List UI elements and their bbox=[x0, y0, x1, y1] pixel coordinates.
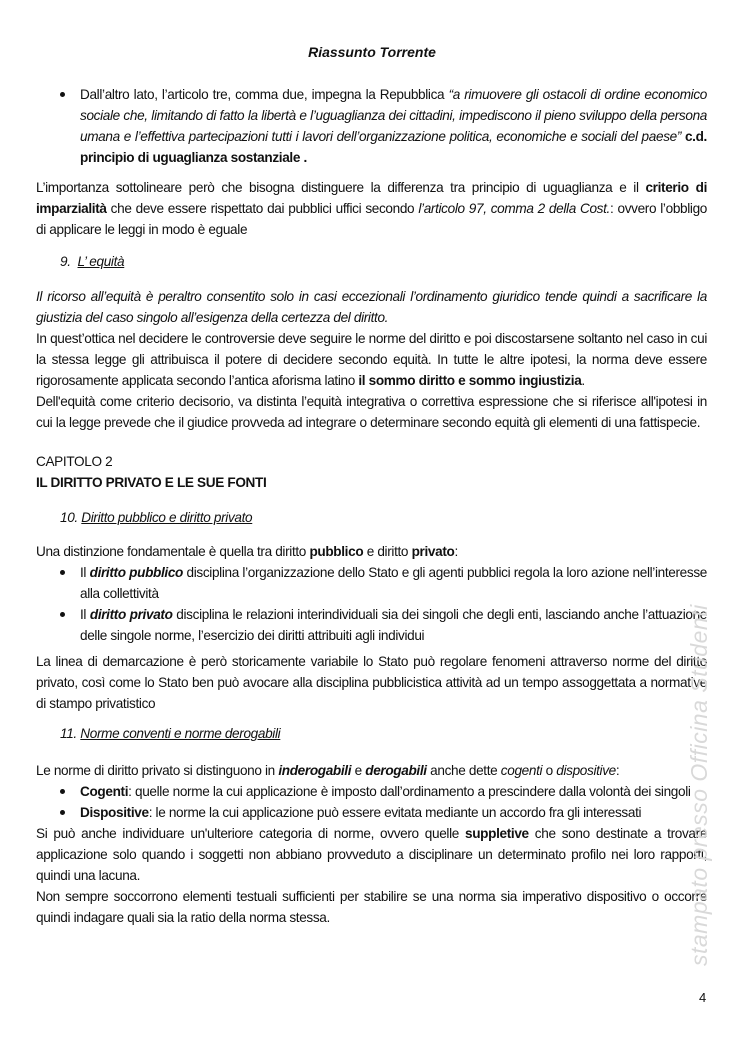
chapter-title: IL DIRITTO PRIVATO E LE SUE FONTI bbox=[36, 475, 267, 490]
italic-paragraph: Il ricorso all’equità è peraltro consentito solo in casi eccezionali l’ordinamento giuridico tende quindi a sacrificare la giustizia del caso singolo all’esigenza della certezza del diritto. bbox=[36, 289, 707, 325]
section-title: Diritto pubblico e diritto privato bbox=[81, 510, 253, 525]
section-number: 9. bbox=[60, 254, 71, 269]
bullet-text: disciplina le relazioni interindividuali sia dei singoli che degli enti, lasciando anche l’attuazione delle singole norme, l’esercizio dei diritti attribuiti agli individui bbox=[80, 607, 708, 643]
chapter-label: CAPITOLO 2 bbox=[36, 454, 113, 469]
section-heading-11 bbox=[36, 723, 731, 744]
paragraph-text: In quest’ottica nel decidere le controversie deve seguire le norme del diritto e poi discostarsene soltanto nel caso in cui la stessa legge gli attribuisca il potere di decidere secondo equità. In tutte le altre ipotesi, la norma deve essere rigorosamente applicata secondo l’antica aforisma latino bbox=[36, 331, 707, 388]
bullet-text: : le norme la cui applicazione può essere evitata mediante un accordo fra gli interessati bbox=[148, 805, 642, 820]
bold-term: derogabili bbox=[365, 763, 427, 778]
paragraph-text: e diritto bbox=[363, 544, 412, 559]
list-item bbox=[36, 604, 707, 646]
constitution-quote: “a rimuovere gli ostacoli di ordine economico sociale che, limitando di fatto la libertà e l’uguaglianza dei cittadini, impediscono il pieno sviluppo della persona umana e l’effettiva partecipazioni tutti i lavori dell’organizzazione politica, economiche e sociali del paese” bbox=[80, 87, 708, 144]
italic-term: cogenti bbox=[500, 763, 543, 778]
section-title: Norme conventi e norme derogabili bbox=[80, 726, 281, 741]
bullet-text: disciplina l’organizzazione dello Stato e gli agenti pubblici regola la loro azione nell’interesse alla collettività bbox=[80, 565, 707, 601]
paragraph-text: o bbox=[542, 763, 557, 778]
section-9-body bbox=[36, 286, 707, 433]
page-number: 4 bbox=[699, 990, 707, 1005]
section-number: 10. bbox=[60, 510, 78, 525]
list-item bbox=[36, 562, 707, 604]
list-item bbox=[36, 781, 707, 802]
paragraph-text: . bbox=[581, 373, 585, 388]
paragraph-text: che deve essere rispettato dai pubblici uffici secondo bbox=[106, 201, 419, 216]
section-number: 11. bbox=[60, 726, 77, 741]
bold-term: diritto privato bbox=[89, 607, 173, 622]
bold-term: Dispositive bbox=[80, 805, 149, 820]
bold-term: diritto pubblico bbox=[89, 565, 183, 580]
bullet-text: : quelle norme la cui applicazione è imposto dall’ordinamento a prescindere dalla volontà dei singoli bbox=[128, 784, 691, 799]
bold-term: privato bbox=[411, 544, 455, 559]
intro-bullet-block bbox=[36, 84, 707, 168]
bold-term: inderogabili bbox=[278, 763, 352, 778]
italic-reference: l’articolo 97, comma 2 della Cost. bbox=[418, 201, 610, 216]
bold-term: il sommo diritto e sommo ingiustizia bbox=[358, 373, 582, 388]
paragraph-text: Una distinzione fondamentale è quella tra diritto bbox=[36, 544, 310, 559]
paragraph-text: : bbox=[454, 544, 458, 559]
paragraph-text: Dell'equità come criterio decisorio, va distinta l’equità integrativa o correttiva espressione che si riferisce all'ipotesi in cui la legge prevede che il giudice provveda ad integrare o determinare secondo equità gli elementi di una fattispecie. bbox=[36, 394, 707, 430]
paragraph-text: Non sempre soccorrono elementi testuali sufficienti per stabilire se una norma sia imperativo dispositivo o occorre quindi indagare quali sia la ratio della norma stessa. bbox=[36, 889, 707, 925]
bullet-text: Il bbox=[80, 565, 90, 580]
bold-term: pubblico bbox=[309, 544, 364, 559]
paragraph-text: che sono destinate a trovare applicazione solo quando i soggetti non abbiano provveduto a disciplinare un determinato profilo nei loro rapporti, quindi una lacuna. bbox=[36, 826, 708, 883]
list-item bbox=[36, 802, 707, 823]
bold-term: Cogenti bbox=[80, 784, 129, 799]
bullet-text: Il bbox=[80, 607, 90, 622]
section-heading-10 bbox=[36, 507, 731, 528]
paragraph-text: Le norme di diritto privato si distinguono in bbox=[36, 763, 279, 778]
bold-term: c.d. principio di uguaglianza sostanziale . bbox=[80, 129, 707, 165]
importanza-paragraph bbox=[36, 177, 707, 240]
section-heading-9 bbox=[36, 251, 731, 272]
section-11-body bbox=[36, 760, 707, 928]
section-10-body bbox=[36, 541, 707, 646]
list-item bbox=[36, 84, 707, 168]
demarcazione-paragraph bbox=[36, 651, 707, 714]
paragraph-text: : ovvero l’obbligo di applicare le leggi in modo è eguale bbox=[36, 201, 707, 237]
chapter-heading bbox=[36, 451, 707, 493]
section-title: L’ equità bbox=[77, 254, 125, 269]
paragraph-text: : bbox=[615, 763, 620, 778]
paragraph-text: e bbox=[351, 763, 366, 778]
watermark-text: stampato presso Officina Studenti bbox=[686, 604, 712, 966]
bold-term: criterio di imparzialità bbox=[36, 180, 707, 216]
bullet-text: Dall’altro lato, l’articolo tre, comma due, impegna la Repubblica bbox=[80, 87, 449, 102]
paragraph-text: L’importanza sottolineare però che bisogna distinguere la differenza tra principio di uguaglianza e il bbox=[36, 180, 646, 195]
paragraph-text: anche dette bbox=[426, 763, 501, 778]
bold-term: suppletive bbox=[465, 826, 529, 841]
italic-term: dispositive bbox=[556, 763, 616, 778]
document-header-title: Riassunto Torrente bbox=[308, 44, 436, 60]
paragraph-text: La linea di demarcazione è però storicamente variabile lo Stato può regolare fenomeni attraverso norme del diritto privato, così come lo Stato ben può avocare alla disciplina pubblicistica attività ad un tempo assoggettata a normative di stampo privatistico bbox=[36, 654, 707, 711]
paragraph-text: Si può anche individuare un'ulteriore categoria di norme, ovvero quelle bbox=[36, 826, 466, 841]
